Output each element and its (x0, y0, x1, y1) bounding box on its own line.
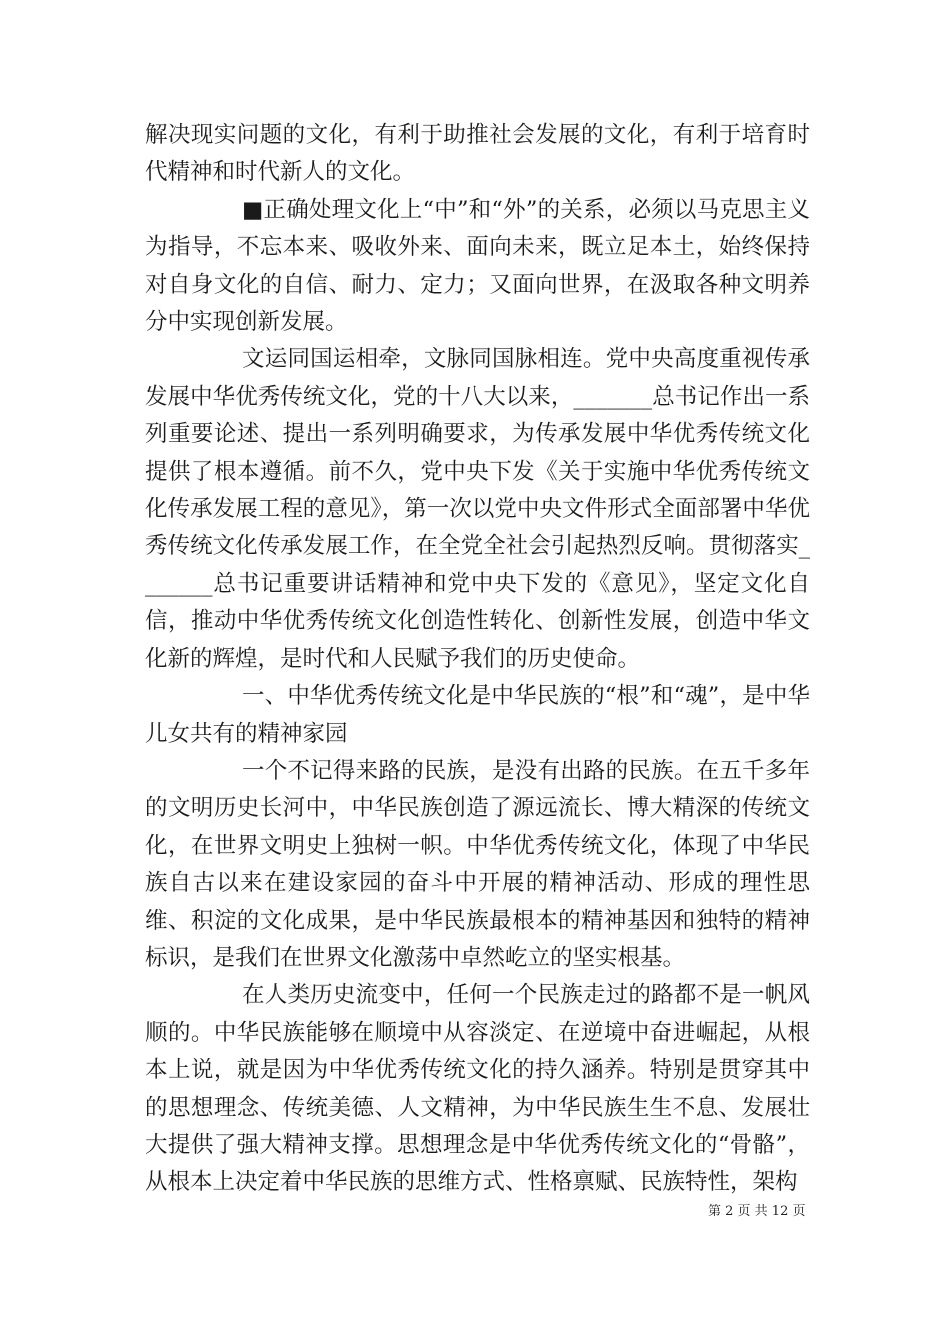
paragraph-body: 一个不记得来路的民族，是没有出路的民族。在五千多年的文明历史长河中，中华民族创造了源远流长、博大精深的传统文化，在世界文明史上独树一帜。中华优秀传统文化，体现了中华民族自古以来在建设家园的奋斗中开展的精神活动、形成的理性思维、积淀的文化成果，是中华民族最根本的精神基因和独特的精神标识，是我们在世界文化激荡中卓然屹立的坚实根基。 (145, 757, 810, 971)
page-number: 第 2 页 共 12 页 (708, 1204, 806, 1219)
paragraph-intro: 文运同国运相牵，文脉同国脉相连。党中央高度重视传承发展中华优秀传统文化，党的十八大以来，_______总书记作出一系列重要论述、提出一系列明确要求，为传承发展中华优秀传统文化提供了根本遵循。前不久，党中央下发《关于实施中华优秀传统文化传承发展工程的意见》，第一次以党中央文件形式全面部署中华优秀传统文化传承发展工作，在全党全社会引起热烈反响。贯彻落实_______总书记重要讲话精神和党中央下发的《意见》，坚定文化自信，推动中华优秀传统文化创造性转化、创新性发展，创造中华文化新的辉煌，是时代和人民赋予我们的历史使命。 (145, 346, 810, 672)
paragraph-continuation: 解决现实问题的文化，有利于助推社会发展的文化，有利于培育时代精神和时代新人的文化。 (145, 122, 810, 186)
section-heading: 一、中华优秀传统文化是中华民族的“根”和“魂”，是中华儿女共有的精神家园 (145, 683, 810, 747)
paragraph-body: 在人类历史流变中，任何一个民族走过的路都不是一帆风顺的。中华民族能够在顺境中从容淡定、在逆境中奋进崛起，从根本上说，就是因为中华优秀传统文化的持久涵养。特别是贯穿其中的思想理念、传统美德、人文精神，为中华民族生生不息、发展壮大提供了强大精神支撑。思想理念是中华优秀传统文化的“骨骼”，从根本上决定着中华民族的思维方式、性格禀赋、民族特性，架构 (145, 982, 810, 1196)
paragraph-bullet: ■正确处理文化上“中”和“外”的关系，必须以马克思主义为指导，不忘本来、吸收外来、面向未来，既立足本土，始终保持对自身文化的自信、耐力、定力；又面向世界，在汲取各种文明养分中实现创新发展。 (145, 196, 810, 336)
body-text (145, 117, 810, 1202)
